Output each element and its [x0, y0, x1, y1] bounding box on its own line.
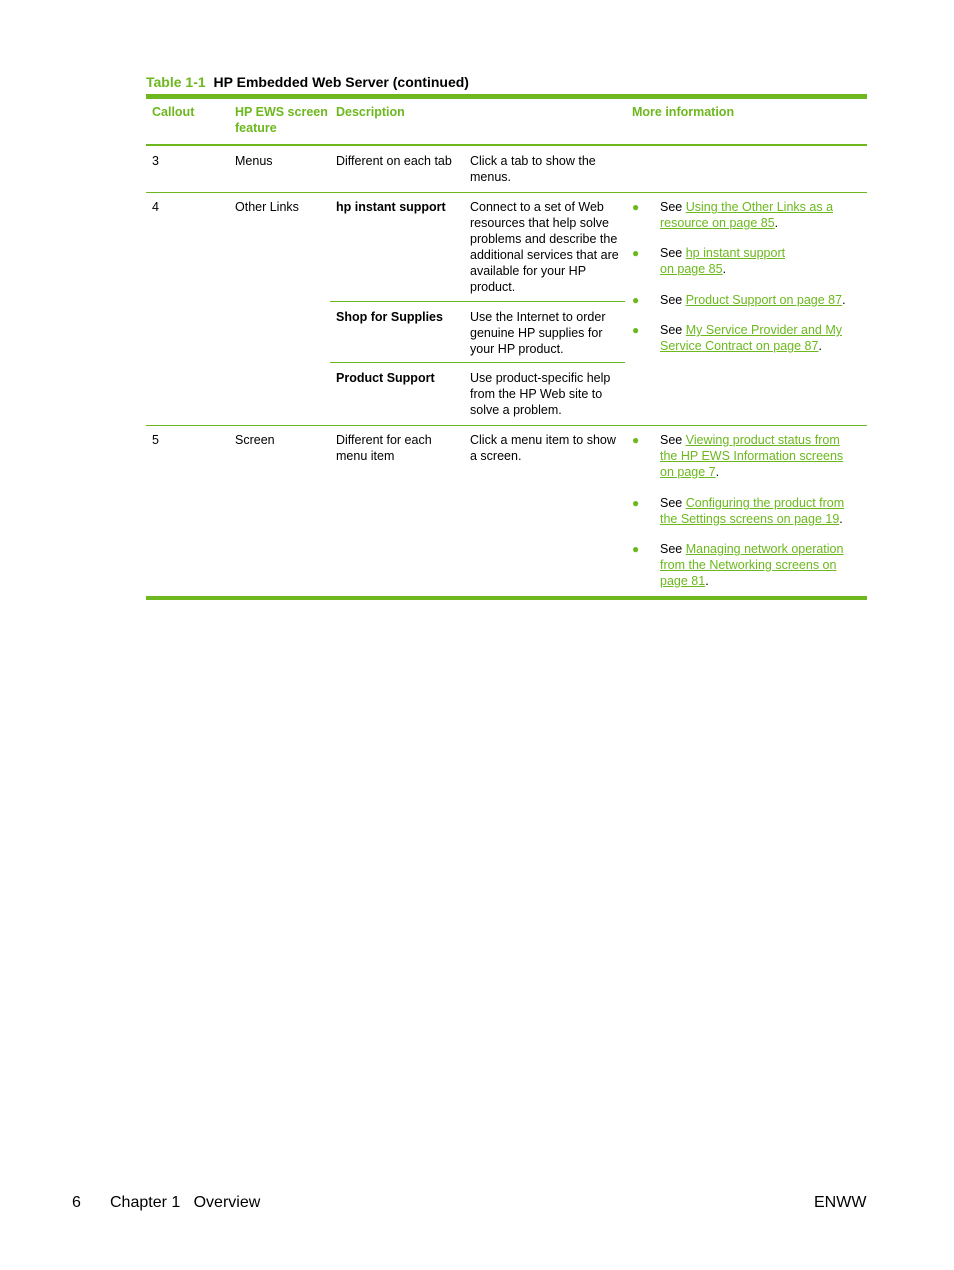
- link-suffix: .: [774, 216, 779, 230]
- more-info-item: [660, 199, 860, 231]
- bullet-icon: ●: [632, 200, 640, 214]
- link-suffix: .: [839, 512, 843, 526]
- bullet-icon: ●: [632, 496, 640, 510]
- row-3-detail: Click a tab to show the menus.: [470, 154, 596, 184]
- row-4-callout: 4: [152, 200, 159, 214]
- row-divider: [146, 192, 867, 193]
- table-bottom-bar: [146, 596, 867, 600]
- see-prefix: See: [660, 542, 686, 556]
- more-info-item: [660, 495, 856, 527]
- link-service-provider[interactable]: My Service Provider and My Service Contract on page 87: [660, 323, 843, 353]
- row-5-callout: 5: [152, 433, 159, 447]
- header-callout: Callout: [152, 105, 195, 119]
- subrow-detail: Connect to a set of Web resources that help solve problems and describe the additional services that are available for your HP product.: [470, 200, 619, 294]
- see-prefix: See: [660, 433, 686, 447]
- subrow-name: Product Support: [336, 371, 435, 385]
- link-suffix: .: [705, 574, 709, 588]
- row-4-feature: Other Links: [235, 200, 299, 214]
- more-info-item: [660, 432, 856, 480]
- link-viewing-status[interactable]: Viewing product status from the HP EWS Information screens on page 7: [660, 433, 844, 479]
- footer-locale: ENWW: [814, 1194, 867, 1211]
- table-number: Table 1-1: [146, 74, 206, 90]
- row-divider: [146, 425, 867, 426]
- subrow-divider: [330, 301, 625, 302]
- link-networking[interactable]: Managing network operation from the Networking screens on page 81: [660, 542, 844, 588]
- subrow-detail: Use the Internet to order genuine HP supplies for your HP product.: [470, 310, 606, 356]
- table-top-bar: [146, 94, 867, 99]
- header-feature: HP EWS screen feature: [235, 105, 328, 135]
- link-product-support[interactable]: Product Support on page 87: [685, 293, 843, 307]
- bullet-icon: ●: [632, 542, 640, 556]
- row-5-detail: Click a menu item to show a screen.: [470, 433, 616, 463]
- header-description: Description: [336, 105, 405, 119]
- bullet-icon: ●: [632, 323, 640, 337]
- subrow-name: Shop for Supplies: [336, 310, 443, 324]
- row-3-description: Different on each tab: [336, 154, 452, 168]
- link-suffix: .: [842, 293, 846, 307]
- link-other-links[interactable]: Using the Other Links as a resource on page 85: [660, 200, 834, 230]
- header-rule: [146, 144, 867, 146]
- see-prefix: See: [660, 293, 686, 307]
- see-prefix: See: [660, 200, 686, 214]
- row-3-callout: 3: [152, 154, 159, 168]
- see-prefix: See: [660, 496, 686, 510]
- more-info-item: [660, 292, 860, 308]
- link-suffix: .: [818, 339, 822, 353]
- table-caption: [146, 74, 469, 90]
- see-prefix: See: [660, 246, 686, 260]
- see-prefix: See: [660, 323, 686, 337]
- link-suffix: .: [715, 465, 720, 479]
- row-5-feature: Screen: [235, 433, 275, 447]
- page-number: 6: [72, 1194, 81, 1211]
- more-info-item: [660, 322, 860, 354]
- more-info-item: [660, 245, 800, 277]
- chapter-title: Chapter 1 Overview: [110, 1194, 261, 1211]
- table-title: HP Embedded Web Server (continued): [213, 74, 469, 90]
- row-5-description: Different for each menu item: [336, 433, 432, 463]
- bullet-icon: ●: [632, 246, 640, 260]
- subrow-divider: [330, 362, 625, 363]
- header-more-info: More information: [632, 105, 735, 119]
- more-info-item: [660, 541, 856, 589]
- subrow-detail: Use product-specific help from the HP Web site to solve a problem.: [470, 371, 611, 417]
- bullet-icon: ●: [632, 293, 640, 307]
- link-configuring[interactable]: Configuring the product from the Settings screens on page 19: [660, 496, 845, 526]
- ews-table: [146, 94, 867, 588]
- link-suffix: .: [722, 262, 727, 276]
- link-hp-instant-support[interactable]: hp instant support on page 85: [660, 246, 786, 276]
- subrow-name: hp instant support: [336, 200, 446, 214]
- bullet-icon: ●: [632, 433, 640, 447]
- row-3-feature: Menus: [235, 154, 273, 168]
